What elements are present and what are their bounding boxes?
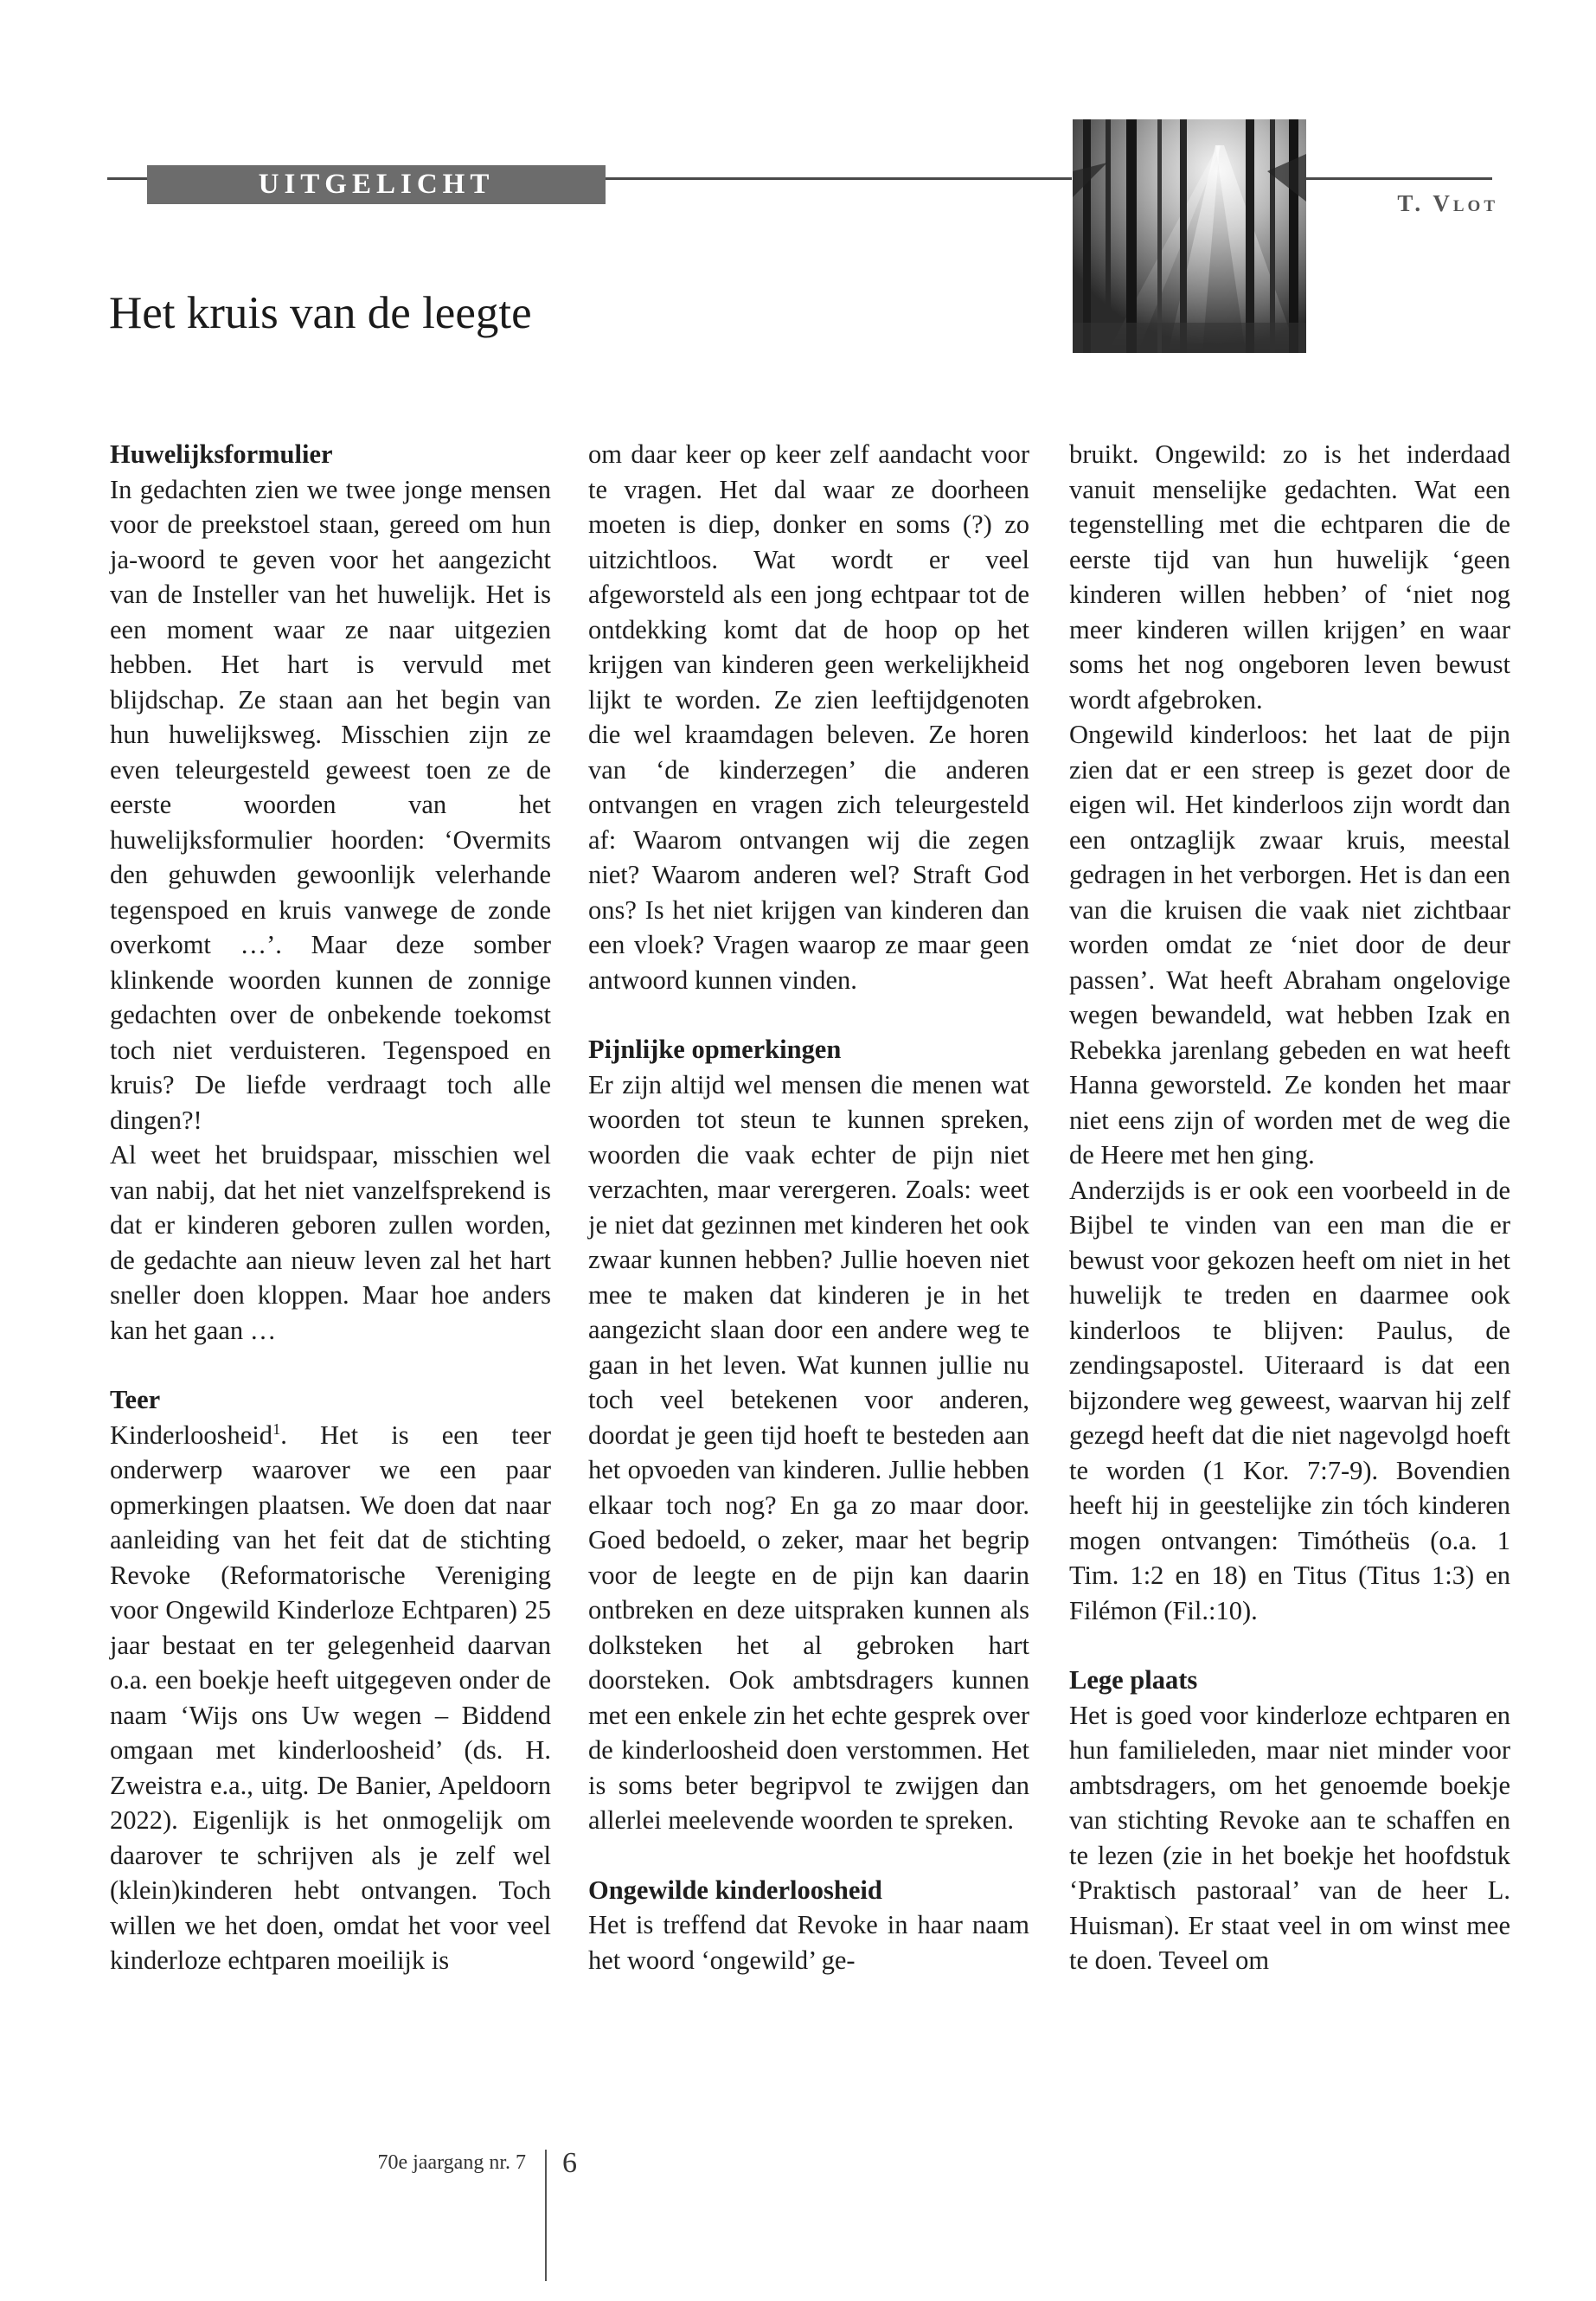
issue-label: 70e jaargang nr. 7 bbox=[377, 2151, 526, 2174]
column-3 bbox=[1069, 437, 1510, 1978]
subheading-ongewilde-kinderloosheid: Ongewilde kinderloosheid bbox=[588, 1875, 882, 1905]
column-2 bbox=[588, 437, 1029, 1977]
section-label-bar bbox=[147, 165, 606, 204]
paragraph: Al weet het bruidspaar, misschien wel van nabij, dat het niet vanzelfsprekend is dat er kinderen geboren zullen worden, de gedachte aan nieuw leven zal het hart sneller doen kloppen. Maar hoe anders kan het gaan … bbox=[110, 1140, 551, 1345]
paragraph: Er zijn altijd wel mensen die menen wat woorden tot steun te kunnen spreken, woorden die vaak echter de pijn niet verzachten, maar verergeren. Zoals: weet je niet dat gezinnen met kinderen het ook zwaar kunnen hebben? Jullie hoeven niet mee te maken dat kinderen je in het aangezicht slaan door een andere weg te gaan in het leven. Wat kunnen jullie nu toch veel betekenen voor anderen, doordat je geen tijd hoeft te besteden aan het opvoeden van kinderen. Jullie hebben elkaar toch nog? En ga zo maar door. Goed bedoeld, o zeker, maar het begrip voor de leegte en de pijn kan daarin ontbreken en deze uitspraken kunnen als dolksteken het al gebroken hart doorsteken. Ook ambtsdragers kunnen met een enkele zin het echte gesprek over de kinderloosheid doen verstommen. Het is soms beter begripvol te zwijgen dan allerlei meelevende woorden te spreken. bbox=[588, 1069, 1029, 1835]
section-label: UITGELICHT bbox=[258, 169, 495, 200]
paragraph: om daar keer op keer zelf aandacht voor te vragen. Het dal waar ze doorheen moeten is diep, donker en soms (?) zo uitzichtloos. Wat wordt er veel afgeworsteld als een jong echtpaar tot de ontdekking komt dat de hoop op het krijgen van kinderen geen werkelijkheid lijkt te worden. Ze zien leeftijdgenoten die wel kraamdagen beleven. Ze horen van ‘de kinderzegen’ die anderen ontvangen en vragen zich teleurgesteld af: Waarom ontvangen wij die zegen niet? Waarom anderen wel? Straft God ons? Is het niet krijgen van kinderen dan een vloek? Vragen waarop ze maar geen antwoord kunnen vinden. bbox=[588, 439, 1029, 995]
paragraph bbox=[110, 1418, 551, 1978]
author-byline: T. Vlot bbox=[1397, 190, 1498, 216]
paragraph: Ongewild kinderloos: het laat de pijn zien dat er een streep is gezet door de eigen wil. Het kinderloos zijn wordt dan een ontzaglijk zwaar kruis, meestal gedragen in het verborgen. Het is dan een van die kruisen die vaak niet zichtbaar worden omdat ze ‘niet door de deur passen’. Wat heeft Abraham ongelovige wegen bewandeld, wat hebben Izak en Rebekka jarenlang gebeden en wat heeft Hanna geworsteld. Ze konden het maar niet eens zijn of worden met de weg die de Heere met hen ging. bbox=[1069, 720, 1510, 1170]
footer-divider bbox=[545, 2150, 547, 2281]
paragraph-text: . Het is een teer onderwerp waarover we een paar opmerkingen plaatsen. We doen dat naar aanleiding van het feit dat de stichting Revoke (Reformatorische Vereniging voor Ongewild Kinderloze Echtparen) 25 jaar bestaat en ter gelegenheid daarvan o.a. een boekje heeft uitgegeven onder de naam ‘Wijs ons Uw wegen – Biddend omgaan met kinderloosheid’ (ds. H. Zweistra e.a., uitg. De Banier, Apeldoorn 2022). Eigenlijk is het onmogelijk om daarover te schrijven als je zelf wel (klein)kinderen hebt ontvangen. Toch willen we het doen, omdat het voor veel kinderloze echtparen moeilijk is bbox=[110, 1420, 551, 1975]
paragraph: In gedachten zien we twee jonge mensen voor de preekstoel staan, gereed om hun ja-woord te geven voor het aangezicht van de Insteller van het huwelijk. Het is een moment waar ze naar uitgezien hebben. Het hart is vervuld met blijdschap. Ze staan aan het begin van hun huwelijksweg. Misschien zijn ze even teleurgesteld geweest toen ze de eerste woorden van het huwelijksformulier hoorden: ‘Overmits den gehuwden gewoonlijk velerhande tegenspoed en kruis vanwege de zonde overkomt …’. Maar deze somber klinkende woorden kunnen de zonnige gedachten over de onbekende toekomst toch niet verduisteren. Tegenspoed en kruis? De liefde verdraagt toch alle dingen?! bbox=[110, 474, 551, 1135]
paragraph: bruikt. Ongewild: zo is het inderdaad vanuit menselijke gedachten. Wat een tegenstelling met die echtparen die de eerste tijd van hun huwelijk ‘geen kinderen willen hebben’ of ‘niet nog meer kinderen willen krijgen’ en waar soms het nog ongeboren leven bewust wordt afgebroken. bbox=[1069, 439, 1510, 715]
paragraph: Anderzijds is er ook een voorbeeld in de Bijbel te vinden van een man die er bewust voor gekozen heeft om niet in het huwelijk te treden en daarmee ook kinderloos te blijven: Paulus, de zendingsapostel. Uiteraard is dat een bijzondere weg geweest, waarvan hij zelf gezegd heeft dat die niet nagevolgd hoeft te worden (1 Kor. 7:7-9). Bovendien heeft hij in geestelijke zin tóch kinderen mogen ontvangen: Timótheüs (o.a. 1 Tim. 1:2 en 18) en Titus (Titus 1:3) en Filémon (Fil.:10). bbox=[1069, 1175, 1510, 1625]
subheading-huwelijksformulier: Huwelijksformulier bbox=[110, 439, 333, 469]
subheading-lege-plaats: Lege plaats bbox=[1069, 1665, 1198, 1695]
header-rule-right bbox=[1306, 177, 1492, 180]
column-1 bbox=[110, 437, 551, 1978]
paragraph: Het is goed voor kinderloze echtparen en hun familieleden, maar niet minder voor ambtsdragers, om het genoemde boekje van stichting Revoke aan te schaffen en te lezen (zie in het boekje het hoofdstuk ‘Praktisch pastoraal’ van de heer L. Huisman). Er staat veel in om winst mee te doen. Teveel om bbox=[1069, 1700, 1510, 1975]
subheading-teer: Teer bbox=[110, 1385, 161, 1414]
article-title: Het kruis van de leegte bbox=[109, 288, 532, 338]
footnote-marker: 1 bbox=[272, 1420, 281, 1438]
page-number: 6 bbox=[562, 2147, 577, 2179]
paragraph-lead: Kinderloosheid bbox=[110, 1420, 273, 1450]
paragraph: Het is treffend dat Revoke in haar naam het woord ‘ongewild’ ge- bbox=[588, 1910, 1029, 1975]
forest-sunbeams-photo bbox=[1073, 119, 1306, 353]
subheading-pijnlijke-opmerkingen: Pijnlijke opmerkingen bbox=[588, 1035, 842, 1064]
